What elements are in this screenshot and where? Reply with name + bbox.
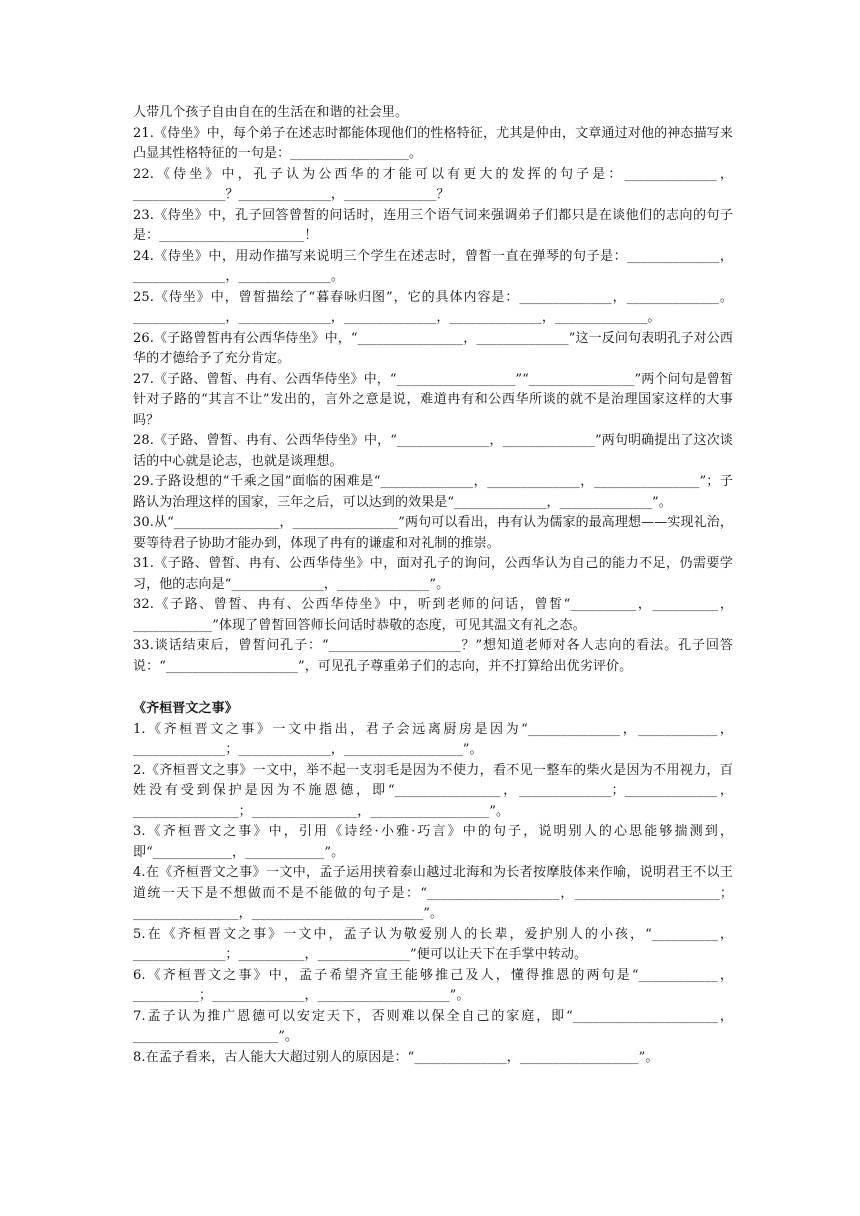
intro-line: 人带几个孩子自由自在的生活在和谐的社会里。 bbox=[133, 105, 409, 120]
question-22: 22.《侍坐》中，孔子认为公西华的才能可以有更大的发挥的句子是：______________，______________？______________，______________？ bbox=[133, 166, 733, 202]
question-28: 28.《子路、曾皙、冉有、公西华侍坐》中，“______________，______________”两句明确提出了这次谈话的中心就是论志，也就是谈理想。 bbox=[133, 433, 733, 469]
question-30: 30.从“________________，________________”两句可以看出，冉有认为儒家的最高理想——实现礼治，要等待君子协助才能办到，体现了冉有的谦虚和对礼制的推崇。 bbox=[133, 515, 733, 551]
question-27: 27.《子路、曾皙、冉有、公西华侍坐》中，“__________________”“________________”两个问句是曾皙针对子路的“其言不让”发出的，言外之意是说，难道冉有和公西华所谈的就不是治理国家这样的大事吗？ bbox=[133, 371, 733, 428]
question-21: 21.《侍坐》中，每个弟子在述志时都能体现他们的性格特征，尤其是仲由，文章通过对他的神态描写来凸显其性格特征的一句是：__________________。 bbox=[133, 125, 733, 161]
qihuan-question-2: 2.《齐桓晋文之事》一文中，举不起一支羽毛是因为不使力，看不见一整车的柴火是因为不用视力，百姓没有受到保护是因为不施恩德，即“________________，______________；______________，________________；________________，__________________”。 bbox=[133, 762, 733, 819]
question-31: 31.《子路、曾皙、冉有、公西华侍坐》中，面对孔子的询问，公西华认为自己的能力不足，仍需要学习，他的志向是“______________，______________”。 bbox=[133, 556, 733, 592]
qihuan-question-6: 6.《齐桓晋文之事》中，孟子希望齐宣王能够推己及人，懂得推恩的两句是“____________，__________；______________，____________________”。 bbox=[133, 967, 733, 1003]
qihuan-question-8: 8.在孟子看来，古人能大大超过别人的原因是：“______________，__________________”。 bbox=[133, 1049, 659, 1065]
question-29: 29.子路设想的“千乘之国”面临的困难是“______________，______________，________________”；子路认为治理这样的国家，三年之后，可以达到的效果是“______________，______________”。 bbox=[133, 474, 733, 510]
document-page bbox=[133, 103, 733, 1068]
qihuan-question-1: 1.《齐桓晋文之事》一文中指出，君子会远离厨房是因为“______________，____________，______________；______________，__________________”。 bbox=[133, 721, 733, 757]
question-23: 23.《侍坐》中，孔子回答曾皙的问话时，连用三个语气词来强调弟子们都只是在谈他们的志向的句子是：______________________！ bbox=[133, 207, 733, 243]
question-32: 32.《子路、曾皙、冉有、公西华侍坐》中，听到老师的问话，曾皙“__________，__________，____________”体现了曾皙回答师长问话时恭敬的态度，可见其温文有礼之态。 bbox=[133, 597, 733, 633]
qihuan-question-3: 3.《齐桓晋文之事》中，引用《诗经·小雅·巧言》中的句子，说明别人的心思能够揣测到，即“____________，____________”。 bbox=[133, 824, 733, 860]
shizuo-question-list bbox=[133, 124, 733, 678]
question-26: 26.《子路曾皙冉有公西华侍坐》中，“________________，______________”这一反问句表明孔子对公西华的才德给予了充分肯定。 bbox=[133, 330, 733, 366]
qihuan-question-5: 5.在《齐桓晋文之事》一文中，孟子认为敬爱别人的长辈，爱护别人的小孩，“__________，______________；__________，______________”便可以让天下在手掌中转动。 bbox=[133, 926, 733, 962]
qihuan-question-4: 4.在《齐桓晋文之事》一文中，孟子运用挟着泰山越过北海和为长者按摩肢体来作喻，说明君王不以王道统一天下是不想做而不是不能做的句子是：“____________________，______________________；________________，__________________________”。 bbox=[133, 865, 733, 921]
qihuan-question-7: 7.孟子认为推广恩德可以安定天下，否则难以保全自己的家庭，即“______________________，______________________”。 bbox=[133, 1008, 733, 1044]
question-24: 24.《侍坐》中，用动作描写来说明三个学生在述志时，曾皙一直在弹琴的句子是：______________，______________，______________。 bbox=[133, 248, 733, 284]
question-25: 25.《侍坐》中，曾皙描绘了“暮春咏归图”，它的具体内容是：______________，______________。______________，______________，______________，______________，______________。 bbox=[133, 289, 733, 325]
question-33: 33.谈话结束后，曾皙问孔子：“____________________？”想知道老师对各人志向的看法。孔子回答说：“____________________”，可见孔子尊重弟子们的志向，并不打算给出优劣评价。 bbox=[133, 638, 733, 674]
section-title: 《齐桓晋文之事》 bbox=[133, 701, 238, 716]
qihuan-question-list bbox=[133, 720, 733, 1069]
section-spacer bbox=[133, 677, 733, 691]
